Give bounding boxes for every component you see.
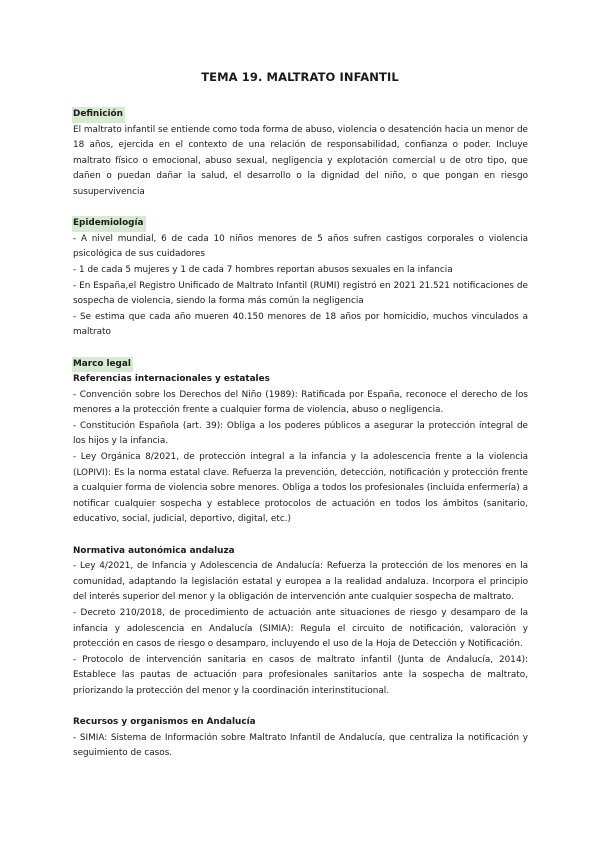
section-recursos <box>73 715 528 762</box>
epidemiologia-item: - A nivel mundial, 6 de cada 10 niños menores de 5 años sufren castigos corporales o violencia psicológica de sus cuidadores <box>73 233 528 260</box>
epidemiologia-item: - Se estima que cada año mueren 40.150 menores de 18 años por homicidio, muchos vinculados a maltrato <box>73 311 528 338</box>
section-heading-recursos: Recursos y organismos en Andalucía <box>73 717 256 728</box>
section-heading-epidemiologia: Epidemiología <box>72 216 146 232</box>
marco-legal-item: - Convención sobre los Derechos del Niño (1989): Ratificada por España, reconoce el derecho de los menores a la protección frente a cualquier forma de violencia, abuso o negligencia. <box>73 389 528 416</box>
recursos-item: - SIMIA: Sistema de Información sobre Maltrato Infantil de Andalucía, que centraliza la notificación y seguimiento de casos. <box>73 732 528 759</box>
section-heading-marco-legal: Marco legal <box>72 357 133 373</box>
section-marco-legal <box>73 357 528 529</box>
normativa-item: - Protocolo de intervención sanitaria en casos de maltrato infantil (Junta de Andalucía, 2014): Establece las pautas de actuación para profesionales sanitarios ante la sospecha de maltrato, priorizando la protección del menor y la coordinación interinstitucional. <box>73 654 528 696</box>
marco-legal-item: - Constitución Española (art. 39): Obliga a los poderes públicos a asegurar la protección integral de los hijos y la infancia. <box>73 420 528 447</box>
epidemiologia-item: - 1 de cada 5 mujeres y 1 de cada 7 hombres reportan abusos sexuales en la infancia <box>73 264 453 275</box>
page-title: TEMA 19. MALTRATO INFANTIL <box>201 70 399 84</box>
marco-legal-item: - Ley Orgánica 8/2021, de protección integral a la infancia y la adolescencia frente a la violencia (LOPIVI): Es la norma estatal clave. Refuerza la prevención, detección, notificación y protección frente a cualquier forma de violencia sobre menores. Obliga a todos los profesionales (incluida enfermería) a notificar cualquier sospecha y establece protocolos de actuación en todos los ámbitos (sanitario, educativo, social, judicial, deportivo, digital, etc.) <box>73 452 528 525</box>
normativa-item: - Ley 4/2021, de Infancia y Adolescencia de Andalucía: Refuerza la protección de los menores en la comunidad, adaptando la legislación estatal y europea a la realidad andaluza. Incorpora el principio del interés superior del menor y la obligación de intervención ante cualquier sospecha de maltrato. <box>73 561 528 603</box>
section-epidemiologia <box>73 216 528 341</box>
epidemiologia-item: - En España,el Registro Unificado de Maltrato Infantil (RUMI) registró en 2021 21.521 notificaciones de sospecha de violencia, siendo la forma más común la negligencia <box>73 280 528 307</box>
subheading-referencias: Referencias internacionales y estatales <box>73 374 270 385</box>
section-heading-normativa: Normativa autonómica andaluza <box>73 545 235 556</box>
normativa-item: - Decreto 210/2018, de procedimiento de actuación ante situaciones de riesgo y desamparo de la infancia y adolescencia en Andalucía (SIMIA): Regula el circuito de notificación, valoración y protección en casos de riesgo o desamparo, incluyendo el uso de la Hoja de Detección y Notificación. <box>73 608 528 650</box>
section-definicion <box>73 107 528 201</box>
definicion-text: El maltrato infantil se entiende como toda forma de abuso, violencia o desatención hacia un menor de 18 años, ejercida en el contexto de una relación de responsabilidad, confianza o poder. Incluye maltrato físico o emocional, abuso sexual, negligencia y explotación comercial u de otro tipo, que dañen o puedan dañar la salud, el desarrollo o la dignidad del niño, o que pongan en riesgo susupervivencia <box>73 124 528 197</box>
section-heading-definicion: Definición <box>72 107 125 123</box>
document-body <box>73 107 528 762</box>
section-normativa-andaluza <box>73 544 528 700</box>
